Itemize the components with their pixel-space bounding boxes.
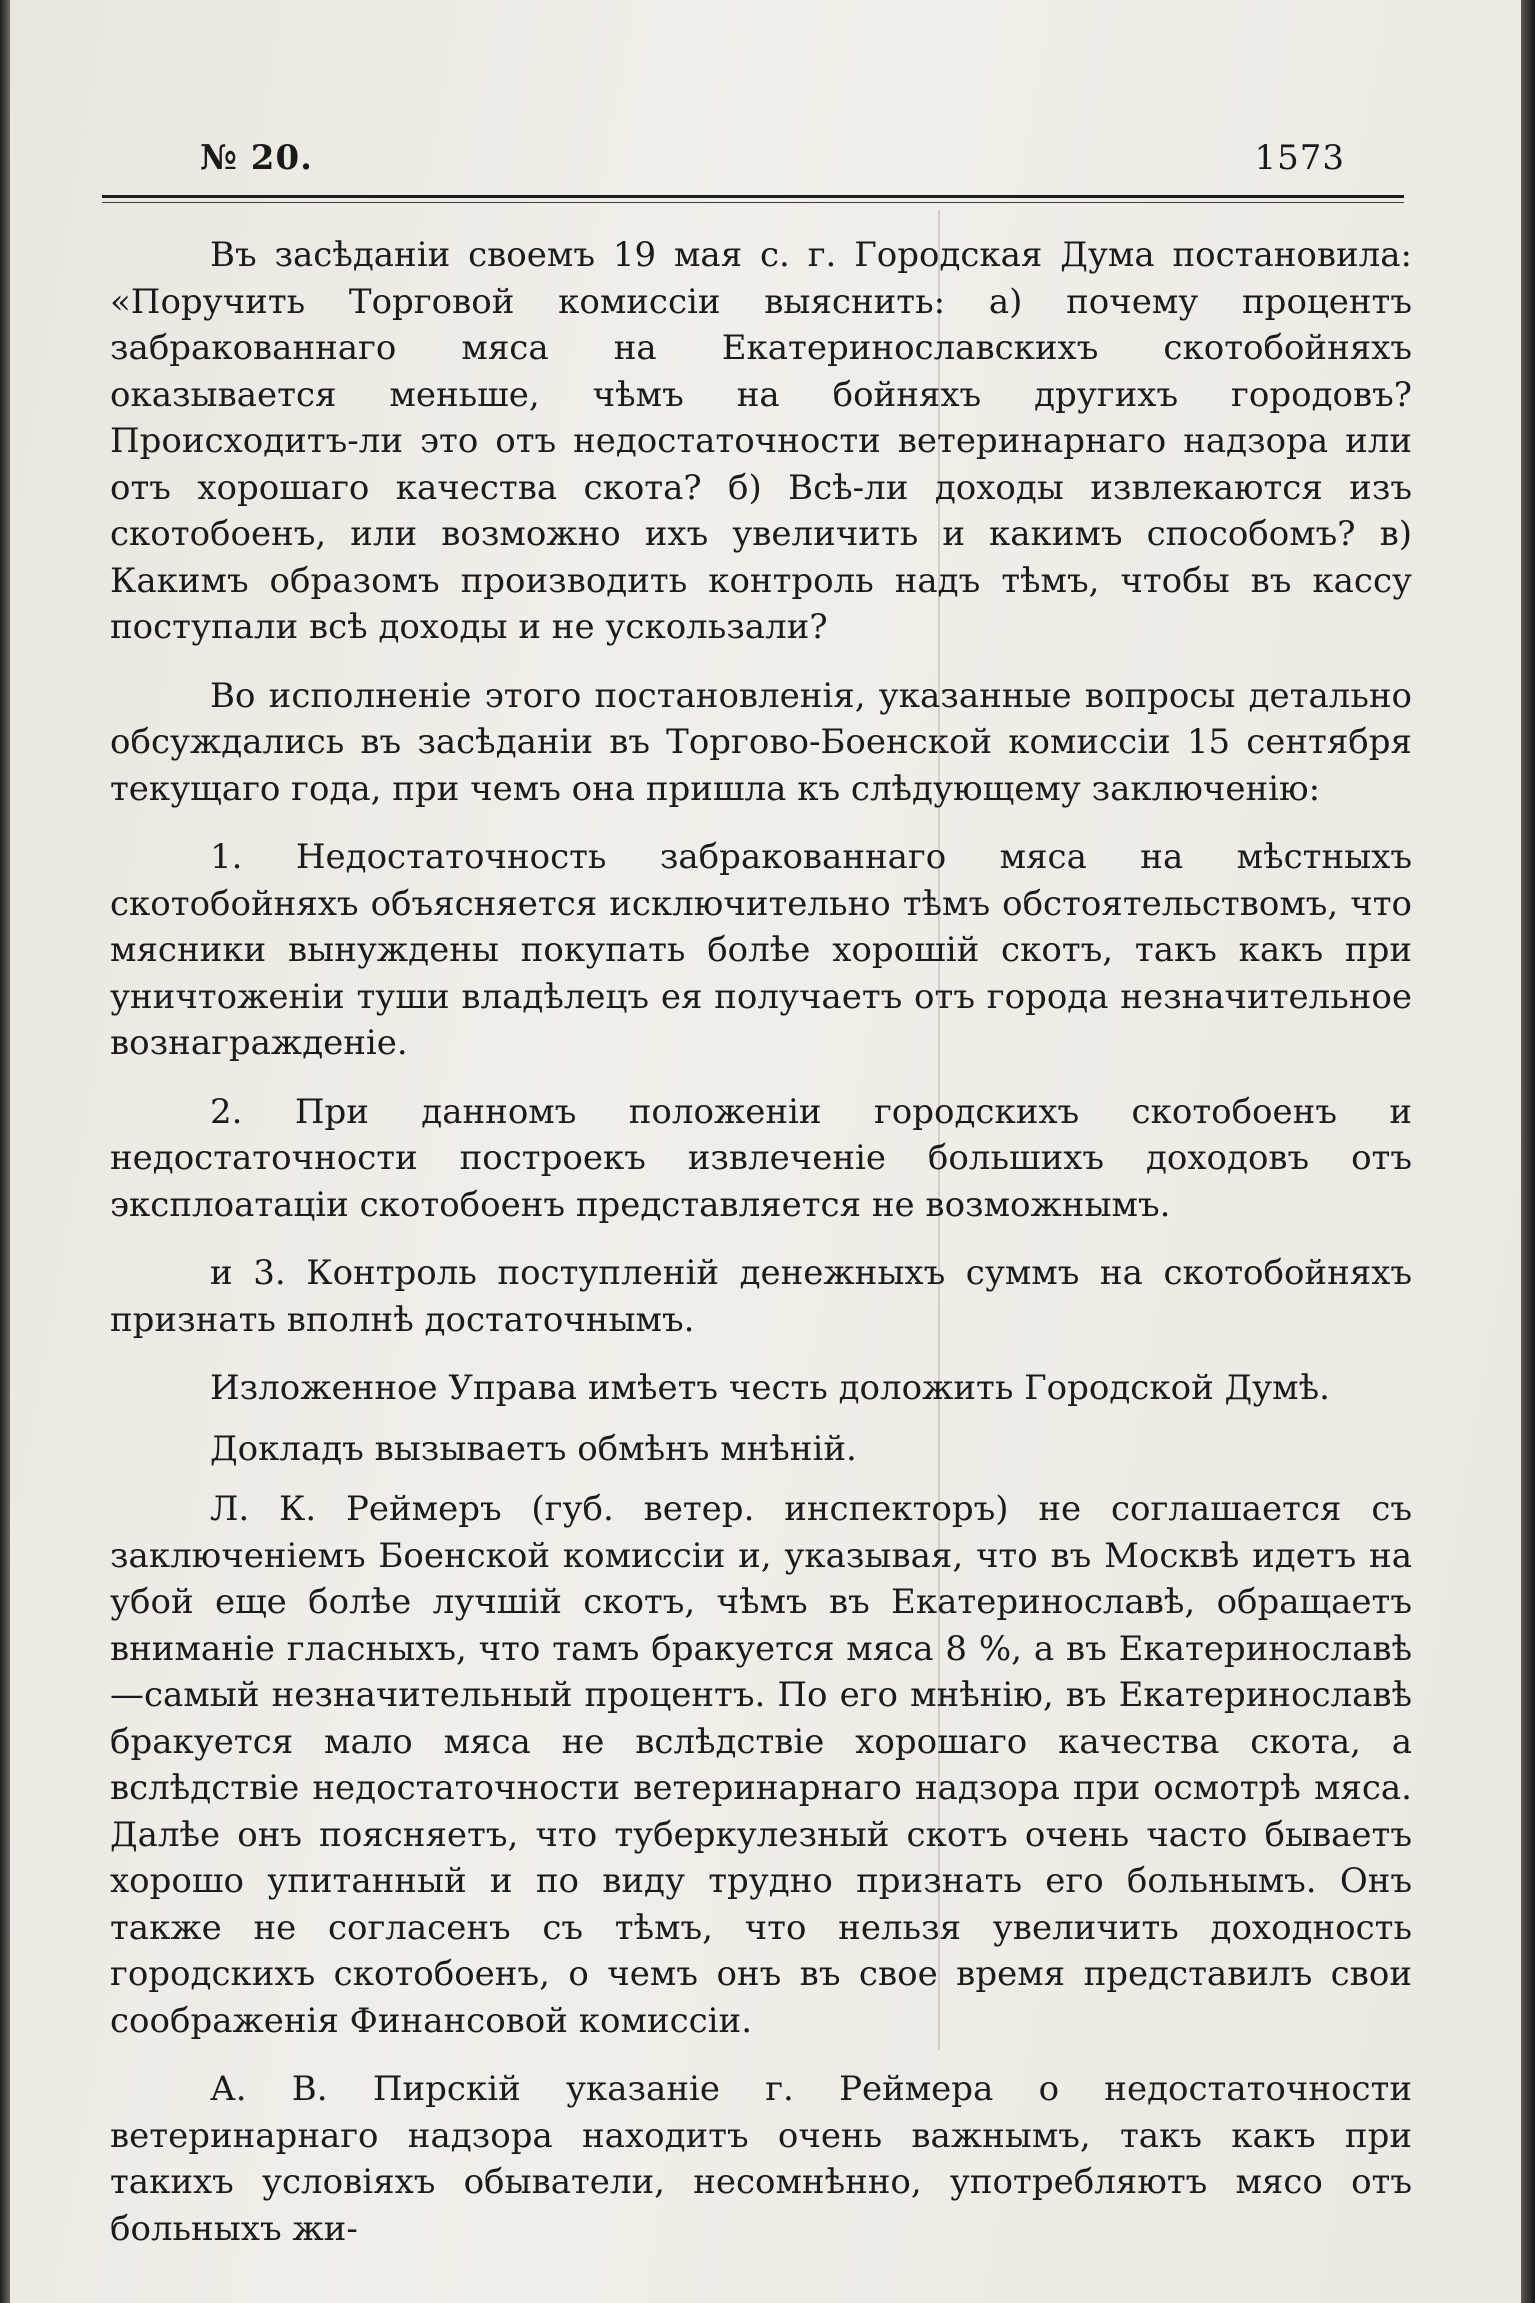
header-rule-thin	[102, 202, 1404, 203]
paragraph-report-statement: Изложенное Управа имѣетъ честь доложить Городской Думѣ.	[210, 1368, 1330, 1408]
issue-number: № 20.	[200, 138, 313, 178]
paragraph-conclusion-1: 1. Недостаточность забракованнаго мяса на мѣстныхъ скотобойняхъ объясняется исключительно тѣмъ обстоятельствомъ, что мясники вынуждены покупать болѣе хорошій скотъ, такъ какъ при уничтоженіи туши владѣлецъ ея получаетъ отъ города незначительное вознагражденіе.	[110, 837, 1412, 1063]
paragraph-commission-discussion: Во исполненіе этого постановленія, указанные вопросы детально обсуждались въ засѣданіи въ Торгово-Боенской комиссіи 15 сентября текущаго года, при чемъ она пришла къ слѣдующему заключенію:	[110, 675, 1412, 809]
page-number: 1573	[1254, 138, 1345, 178]
paragraph-pirsky-speech: А. В. Пирскій указаніе г. Реймера о недостаточности ветеринарнаго надзора находитъ очень важнымъ, такъ какъ при такихъ условіяхъ обыватели, несомнѣнно, употребляютъ мясо отъ больныхъ жи-	[110, 2069, 1412, 2249]
page-header	[105, 138, 1405, 192]
paragraph-reimer-speech: Л. К. Реймеръ (губ. ветер. инспекторъ) не соглашается съ заключеніемъ Боенской комиссіи и, указывая, что въ Москвѣ идетъ на убой еще болѣе лучшій скотъ, чѣмъ въ Екатеринославѣ, обращаетъ вниманіе гласныхъ, что тамъ бракуется мяса 8 %, а въ Екатеринославѣ—самый незначительный процентъ. По его мнѣнію, въ Екатеринославѣ бракуется мало мяса не вслѣдствіе хорошаго качества скота, а вслѣдствіе недостаточности ветеринарнаго надзора при осмотрѣ мяса. Далѣе онъ поясняетъ, что туберкулезный скотъ очень часто бываетъ хорошо упитанный и по виду трудно признать его больнымъ. Онъ также не согласенъ съ тѣмъ, что нельзя увеличить доходность городскихъ скотобоенъ, о чемъ онъ въ свое время представилъ свои соображенія Финансовой комиссіи.	[110, 1489, 1412, 2041]
paragraph-conclusion-2: 2. При данномъ положеніи городскихъ скотобоенъ и недостаточности построекъ извлеченіе большихъ доходовъ отъ эксплоатаціи скотобоенъ представляется не возможнымъ.	[110, 1091, 1412, 1225]
page-edge-left	[0, 0, 10, 2303]
page-edge-right	[1521, 0, 1535, 2303]
document-body	[110, 232, 1412, 2274]
paragraph-duma-resolution: Въ засѣданіи своемъ 19 мая с. г. Городская Дума постановила: «Поручить Торговой комиссіи выяснить: а) почему процентъ забракованнаго мяса на Екатеринославскихъ скотобойняхъ оказывается меньше, чѣмъ на бойняхъ другихъ городовъ? Происходитъ-ли это отъ недостаточности ветеринарнаго надзора или отъ хорошаго качества скота? б) Всѣ-ли доходы извлекаются изъ скотобоенъ, или возможно ихъ увеличить и какимъ способомъ? в) Какимъ образомъ производить контроль надъ тѣмъ, чтобы въ кассу поступали всѣ доходы и не ускользали?	[110, 235, 1412, 647]
header-rule	[102, 195, 1404, 198]
paragraph-conclusion-3: и 3. Контроль поступленій денежныхъ суммъ на скотобойняхъ признать вполнѣ достаточнымъ.	[110, 1253, 1412, 1340]
paragraph-exchange-of-views: Докладъ вызываетъ обмѣнъ мнѣній.	[210, 1428, 857, 1469]
